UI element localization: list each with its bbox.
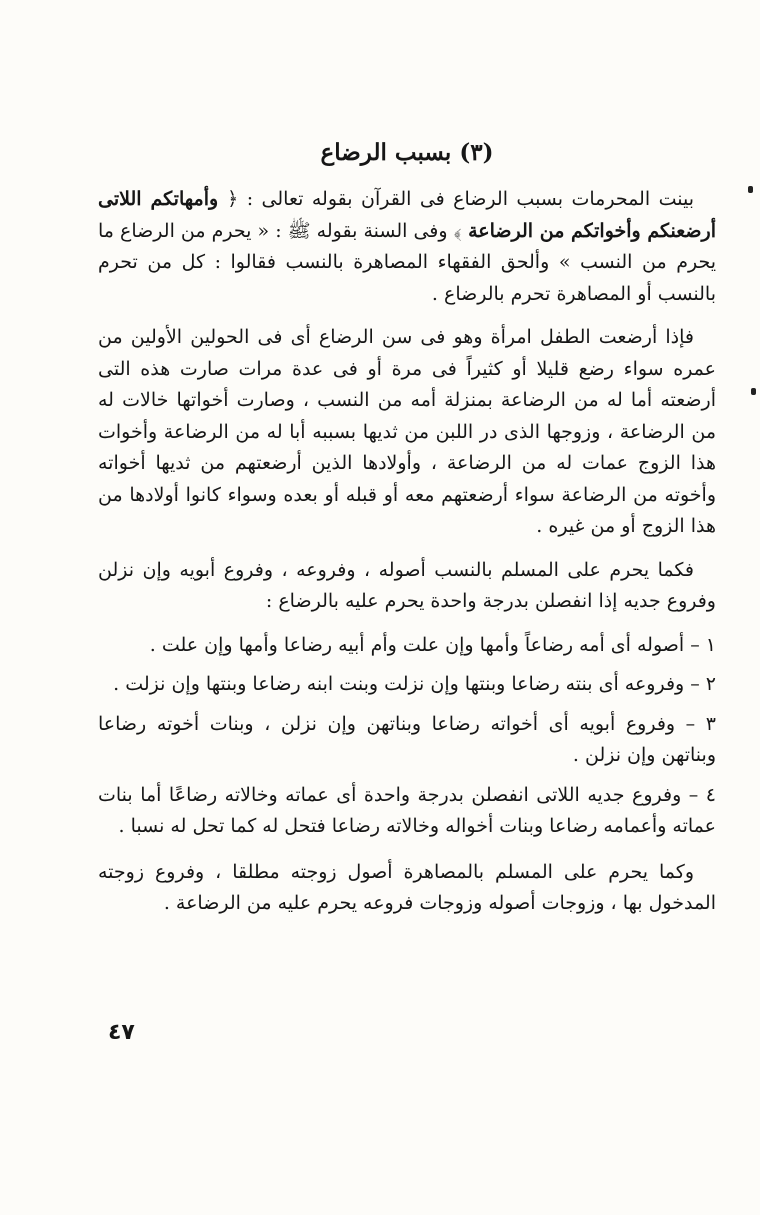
paragraph-1-rest: ﴾ وفى السنة بقوله ﷺ : « يحرم من الرضاع ما يحرم من النسب » وألحق الفقهاء المصاهرة بالنسب فقالوا : كل من تحرم بالنسب أو المصاهرة تحرم بالرضاع . [98,219,716,305]
list-item-2: ٢ – وفروعه أى بنته رضاعا وبنتها وإن نزلت وبنت ابنه رضاعا وبنتها وإن نزلت . [113,673,716,695]
list-item-4: ٤ – وفروع جديه اللاتى انفصلن بدرجة واحدة أى عماته وخالاته رضاعًا أما بنات عماته وأعمامه رضاعا وبنات أخواله وخالاته رضاعا فتحل له كما تحل له نسبا . [98,783,716,837]
page-body [98,136,716,932]
paragraph-4: وكما يحرم على المسلم بالمصاهرة أصول زوجته مطلقا ، وفروع زوجته المدخول بها ، وزوجات أصوله وزوجات فروعه يحرم عليه من الرضاعة . [98,860,716,914]
list-item-1: ١ – أصوله أى أمه رضاعاً وأمها وإن علت وأم أبيه رضاعا وأمها وإن علت . [149,633,716,656]
page-number: ٤٧ [108,1020,135,1045]
paragraph-1-intro: بينت المحرمات بسبب الرضاع فى القرآن بقوله تعالى : ﴿ [227,188,694,210]
margin-mark-middle [751,388,756,395]
quran-verse: وأمهاتكم اللاتى أرضعنكم وأخواتكم من الرضاعة [98,188,716,242]
page-heading: (٣) بسبب الرضاع [320,139,494,166]
paragraph-2: فإذا أرضعت الطفل امرأة وهو فى سن الرضاع أى فى الحولين الأولين من عمره سواء رضع قليلا أو كثيراً فى مرة أو فى عدة مرات صارت هذه التى أرضعته أما له من الرضاعة بمنزلة أمه من النسب ، وصارت أخواتها خالات له من الرضاعة ، وزوجها الذى در اللبن من ثديها بسببه أبا له من الرضاعة وأخوات هذا الزوج عمات له من الرضاعة ، وأولادها الذين أرضعتهم من ثديها أخواته وأخوته من الرضاعة سواء أرضعتهم معه أو قبله أو بعده وسواء كانوا أولادها من هذا الزوج أو من غيره . [98,326,716,537]
paragraph-1 [98,184,716,310]
paragraph-3: فكما يحرم على المسلم بالنسب أصوله ، وفروعه ، وفروع أبويه وإن نزلن وفروع جديه إذا انفصلن بدرجة واحدة يحرم عليه بالرضاع : [98,558,716,612]
list-item-3: ٣ – وفروع أبويه أى أخواته رضاعا وبناتهن وإن نزلن ، وبنات أخوته رضاعا وبناتهن وإن نزلن . [98,712,716,766]
margin-mark-top [748,186,753,193]
